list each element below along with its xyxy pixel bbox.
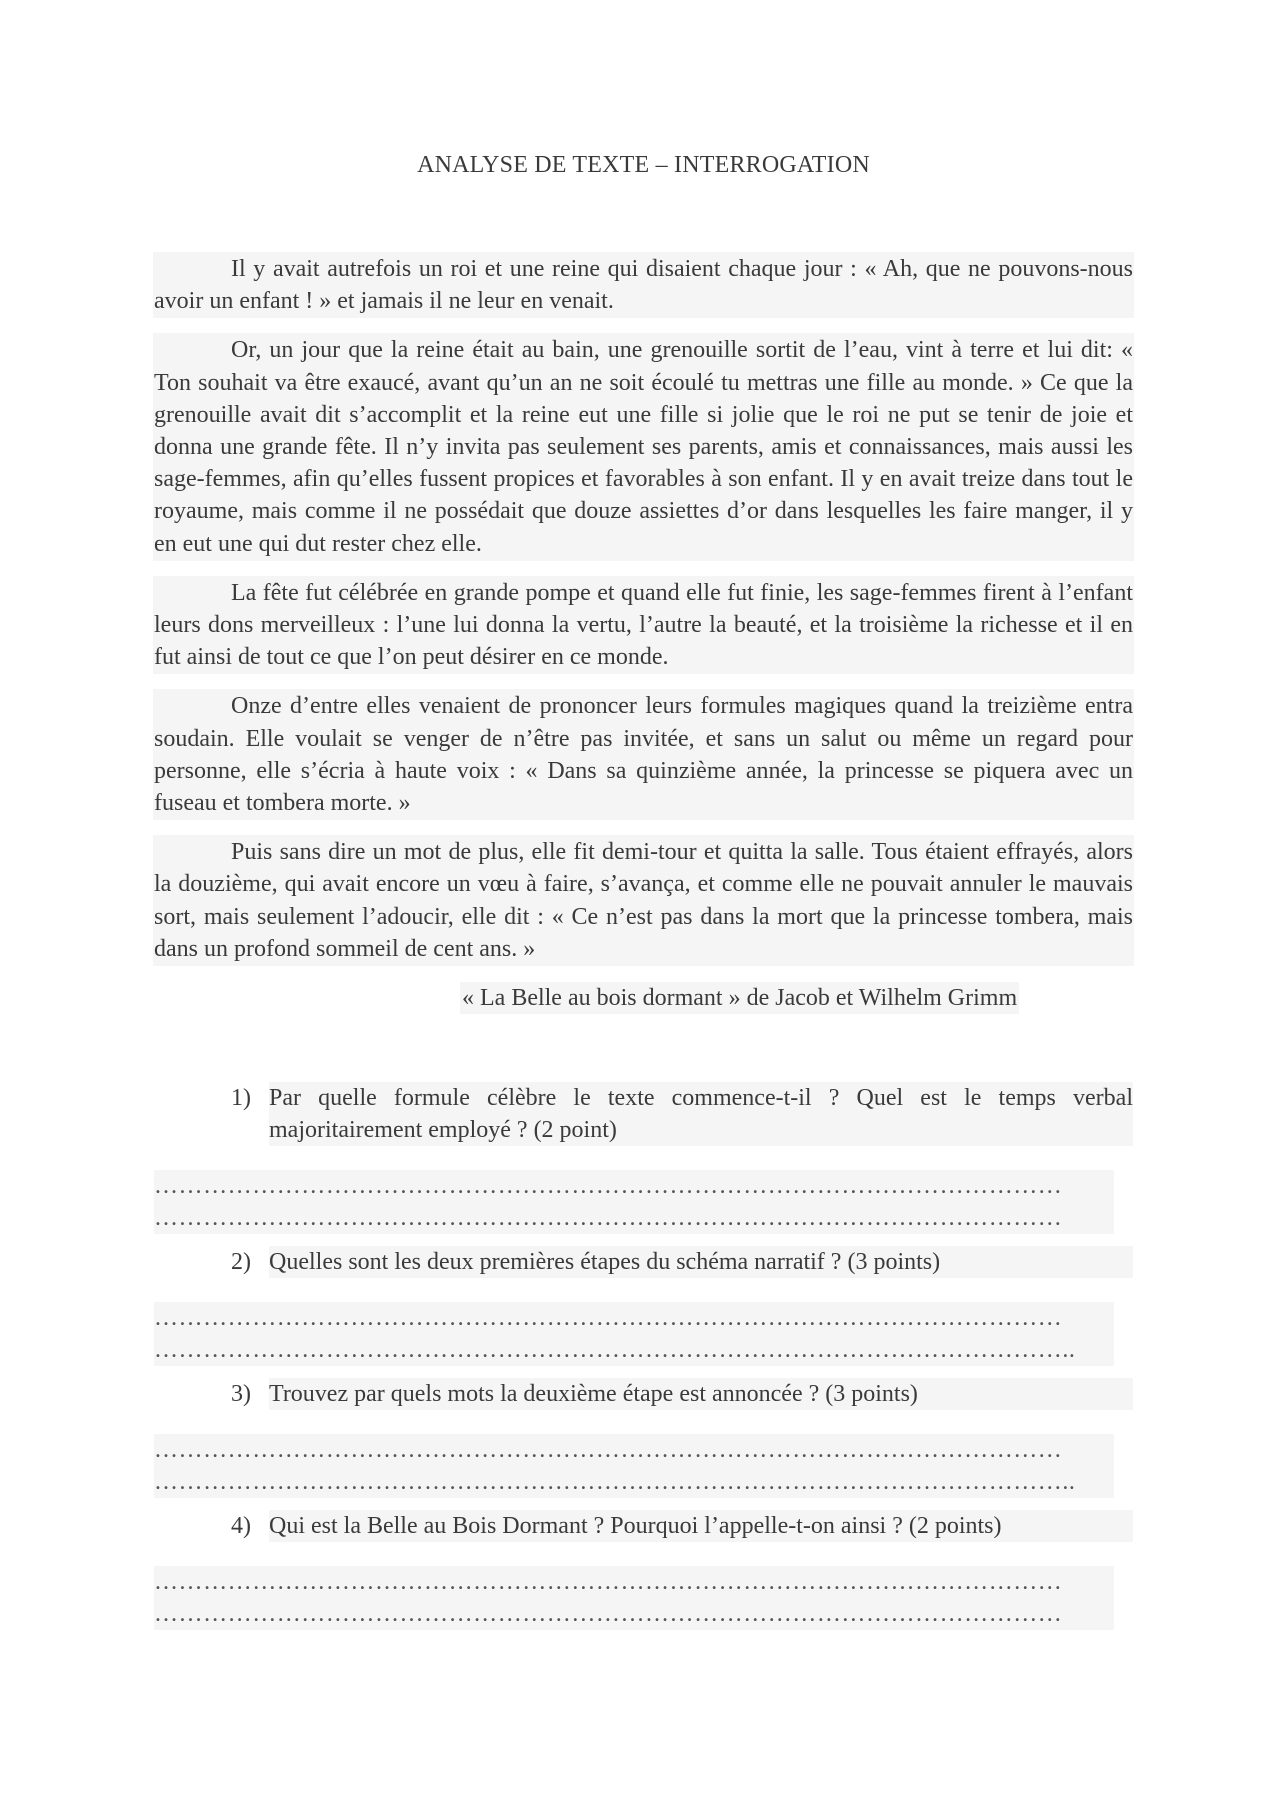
question-number: 3) [231, 1381, 251, 1407]
story-paragraph-3: La fête fut célébrée en grande pompe et quand elle fut finie, les sage-femmes firent à l’enfant leurs dons merveilleux : l’une lui donna la vertu, l’autre la beauté, et la troisième la richesse et il en fut ainsi de tout ce que l’on peut désirer en ce monde. [154, 577, 1133, 674]
answer-line[interactable]: ………………………………………………………………………………………………… [154, 1566, 1114, 1598]
story-paragraph-4: Onze d’entre elles venaient de prononcer leurs formules magiques quand la treizième entra soudain. Elle voulait se venger de n’être pas invitée, et sans un salut ou même un regard pour personne, elle s’écria à haute voix : « Dans sa quinzième année, la princesse se piquera avec un fuseau et tombera morte. » [154, 690, 1133, 819]
answer-line[interactable]: ………………………………………………………………………………………………….. [154, 1466, 1114, 1498]
answer-line[interactable]: ………………………………………………………………………………………………… [154, 1170, 1114, 1202]
question-text: Par quelle formule célèbre le texte commence-t-il ? Quel est le temps verbal majoritairement employé ? (2 point) [269, 1082, 1133, 1146]
question-number: 1) [231, 1085, 251, 1111]
attribution: « La Belle au bois dormant » de Jacob et Wilhelm Grimm [460, 982, 1019, 1014]
question-text: Quelles sont les deux premières étapes du schéma narratif ? (3 points) [269, 1246, 1133, 1278]
story-paragraph-2: Or, un jour que la reine était au bain, une grenouille sortit de l’eau, vint à terre et lui dit: « Ton souhait va être exaucé, avant qu’un an ne soit écoulé tu mettras une fille au monde. » Ce que la grenouille avait dit s’accomplit et la reine eut une fille si jolie que le roi ne put se tenir de joie et donna une grande fête. Il n’y invita pas seulement ses parents, amis et connaissances, mais aussi les sage-femmes, afin qu’elles fussent propices et favorables à son enfant. Il y en avait treize dans tout le royaume, mais comme il ne possédait que douze assiettes d’or dans lesquelles les faire manger, il y en eut une qui dut rester chez elle. [154, 334, 1133, 559]
page-title: ANALYSE DE TEXTE – INTERROGATION [417, 152, 870, 178]
answer-line[interactable]: ………………………………………………………………………………………………….. [154, 1334, 1114, 1366]
answer-line[interactable]: ………………………………………………………………………………………………… [154, 1302, 1114, 1334]
story-text [154, 253, 1133, 982]
answer-line[interactable]: ………………………………………………………………………………………………… [154, 1202, 1114, 1234]
answer-line[interactable]: ………………………………………………………………………………………………… [154, 1434, 1114, 1466]
question-text: Trouvez par quels mots la deuxième étape est annoncée ? (3 points) [269, 1378, 1133, 1410]
question-number: 4) [231, 1513, 251, 1539]
story-paragraph-1: Il y avait autrefois un roi et une reine qui disaient chaque jour : « Ah, que ne pouvons-nous avoir un enfant ! » et jamais il ne leur en venait. [154, 253, 1133, 317]
question-4 [231, 1510, 1133, 1542]
question-3 [231, 1378, 1133, 1410]
question-text: Qui est la Belle au Bois Dormant ? Pourquoi l’appelle-t-on ainsi ? (2 points) [269, 1510, 1133, 1542]
question-number: 2) [231, 1249, 251, 1275]
question-2 [231, 1246, 1133, 1278]
answer-line[interactable]: ………………………………………………………………………………………………… [154, 1598, 1114, 1630]
story-paragraph-5: Puis sans dire un mot de plus, elle fit demi-tour et quitta la salle. Tous étaient effrayés, alors la douzième, qui avait encore un vœu à faire, s’avança, et comme elle ne pouvait annuler le mauvais sort, mais seulement l’adoucir, elle dit : « Ce n’est pas dans la mort que la princesse tombera, mais dans un profond sommeil de cent ans. » [154, 836, 1133, 965]
question-1 [231, 1082, 1133, 1146]
